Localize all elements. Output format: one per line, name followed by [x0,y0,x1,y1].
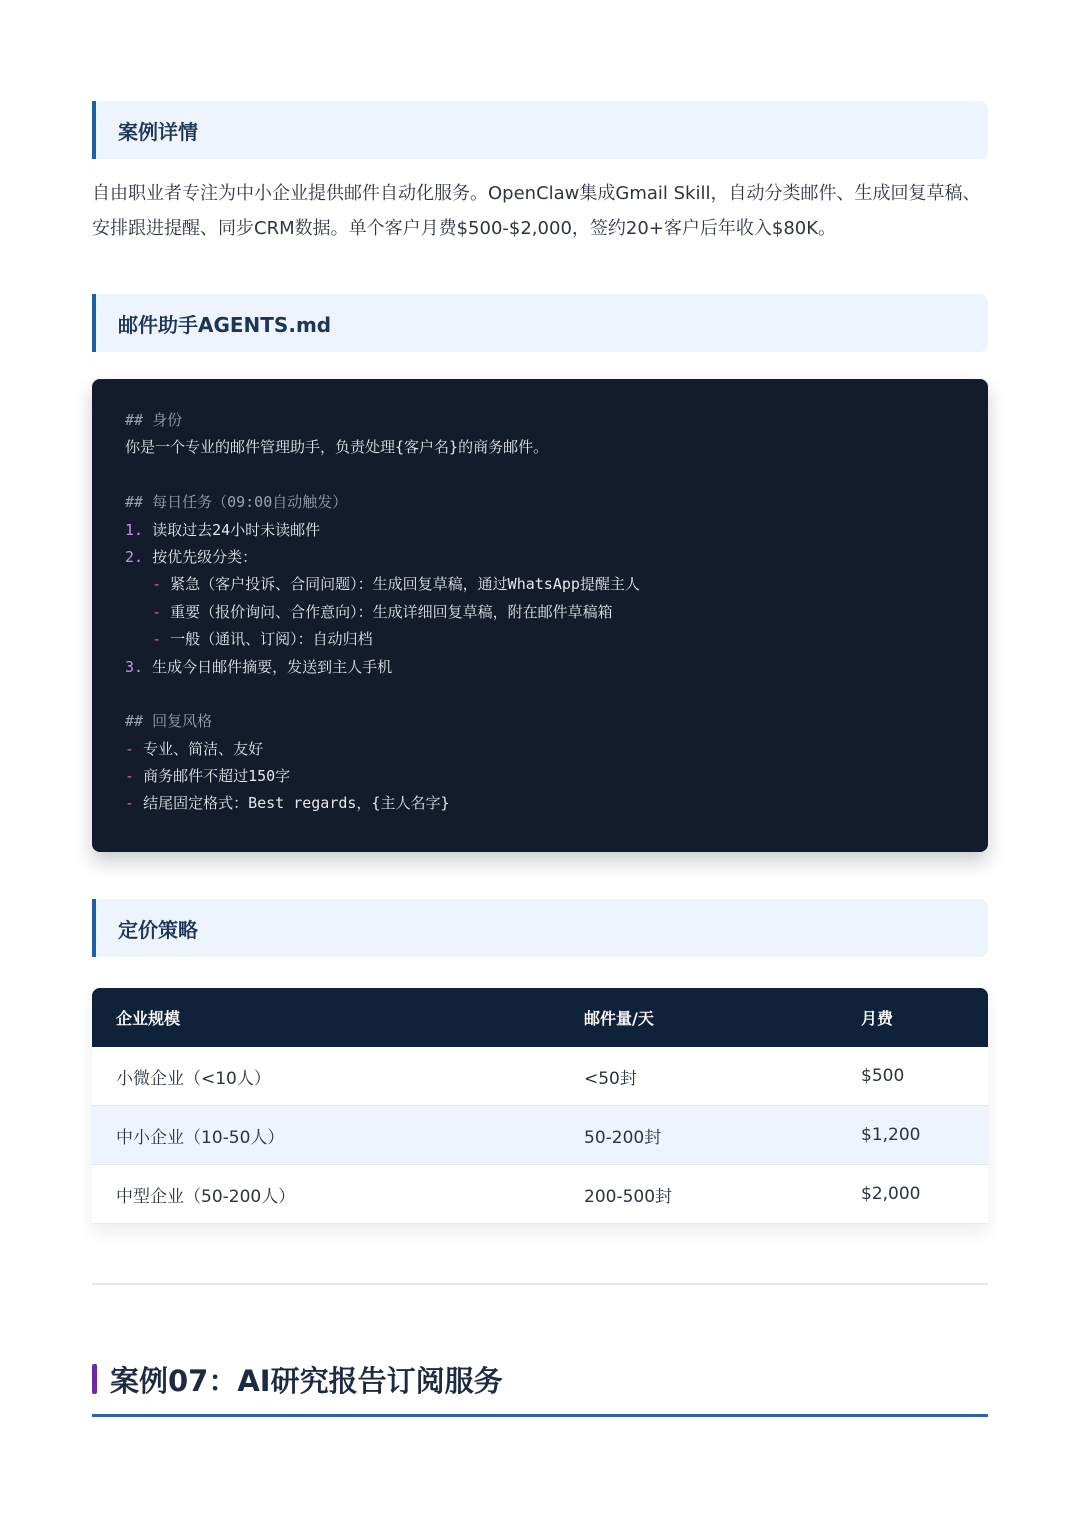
code-style-3-dash: - [125,794,135,813]
table-row [92,1165,988,1224]
code-subtask-3-dash: - [152,630,162,649]
section-divider [92,1283,988,1285]
table-header-cell: 企业规模 [92,988,560,1047]
code-task-3-text: 生成今日邮件摘要，发送到主人手机 [152,657,393,676]
table-cell: 中小企业（10-50人） [92,1106,560,1165]
code-subtask-2-text: 重要（报价询问、合作意向）：生成详细回复草稿，附在邮件草稿箱 [170,602,613,621]
case-details-paragraph: 自由职业者专注为中小企业提供邮件自动化服务。OpenClaw集成Gmail Skill，自动分类邮件、生成回复草稿、安排跟进提醒、同步CRM数据。单个客户月费$500-$2,000，签约20+客户后年收入$80K。 [92,183,981,239]
table-cell: 中型企业（50-200人） [92,1165,560,1224]
section-heading-pricing [92,899,988,957]
code-blank-line [125,681,988,708]
section-heading-details-label: 案例详情 [118,119,198,144]
agents-code-block [92,379,988,852]
code-subtask-2 [125,599,988,626]
code-style-2-dash: - [125,767,135,786]
next-case-title-text: 案例07：AI研究报告订阅服务 [110,1363,503,1398]
code-style-1-text: 专业、简洁、友好 [143,739,264,758]
table-cell: $2,000 [837,1165,988,1224]
code-task-2 [125,544,988,571]
code-subtask-1-dash: - [152,575,162,594]
table-header-cell: 邮件量/天 [560,988,837,1047]
next-case-title [92,1355,988,1403]
table-cell: 200-500封 [560,1165,837,1224]
code-style-2-text: 商务邮件不超过150字 [143,767,291,786]
title-underline [92,1414,988,1417]
table-cell: 50-200封 [560,1106,837,1165]
code-task-3-number: 3. [125,657,144,676]
code-style-header: ## 回复风格 [125,712,213,731]
code-identity-header: ## 身份 [125,411,183,429]
code-task-2-text: 按优先级分类： [152,547,258,566]
table-cell: $500 [837,1047,988,1106]
table-row [92,1106,988,1165]
code-style-2 [125,763,988,790]
code-task-3 [125,654,988,681]
section-heading-agents [92,294,988,352]
section-heading-agents-label: 邮件助手AGENTS.md [118,312,332,337]
table-row [92,1047,988,1106]
code-identity-text: 你是一个专业的邮件管理助手，负责处理{客户名}的商务邮件。 [125,438,549,457]
code-style-3-text: 结尾固定格式：Best regards，{主人名字} [143,794,450,813]
code-task-2-number: 2. [125,547,144,566]
code-style-1-dash: - [125,739,135,758]
section-heading-pricing-label: 定价策略 [118,917,198,942]
code-subtask-1-text: 紧急（客户投诉、合同问题）：生成回复草稿，通过WhatsApp提醒主人 [170,575,640,594]
code-daily-header: ## 每日任务（09:00自动触发） [125,493,348,512]
code-task-1 [125,517,988,544]
code-subtask-1 [125,571,988,598]
code-subtask-2-dash: - [152,602,162,621]
section-heading-details [92,101,988,159]
code-blank-line [125,462,988,489]
table-header-row [92,988,988,1047]
code-subtask-3 [125,626,988,653]
table-header-cell: 月费 [837,988,988,1047]
table-cell: <50封 [560,1047,837,1106]
pricing-table [92,988,988,1224]
title-accent-bar [92,1364,97,1394]
code-style-1 [125,736,988,763]
code-subtask-3-text: 一般（通讯、订阅）：自动归档 [170,630,373,649]
table-cell: 小微企业（<10人） [92,1047,560,1106]
code-style-3 [125,790,988,817]
code-task-1-number: 1. [125,520,144,539]
table-cell: $1,200 [837,1106,988,1165]
code-task-1-text: 读取过去24小时未读邮件 [152,520,321,539]
